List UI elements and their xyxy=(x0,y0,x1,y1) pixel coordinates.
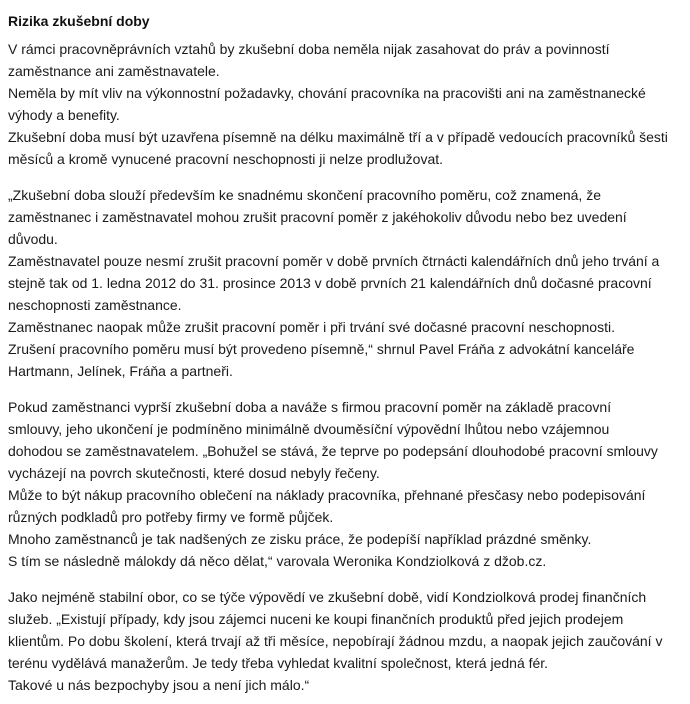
paragraph-spacer xyxy=(8,170,688,184)
paragraph-line: dohodou se zaměstnavatelem. „Bohužel se stává, že teprve po podepsání dlouhodobé pracovní smlouvy xyxy=(8,443,658,459)
paragraph-line: smlouvy, jeho ukončení je podmíněno minimálně dvouměsíční výpovědní lhůtou nebo vzájemnou xyxy=(8,421,610,437)
paragraph-1 xyxy=(8,38,688,170)
paragraph-2 xyxy=(8,184,688,382)
paragraph-line: stejně tak od 1. ledna 2012 do 31. prosince 2013 v době prvních 21 kalendářních dnů dočasné pracovní xyxy=(8,275,652,291)
paragraph-line: „Zkušební doba slouží především ke snadnému skončení pracovního poměru, což znamená, že xyxy=(8,187,601,203)
paragraph-line: Zkušební doba musí být uzavřena písemně na délku maximálně tří a v případě vedoucích pracovníků šesti xyxy=(8,129,668,145)
paragraph-line: Takové u nás bezpochyby jsou a není jich málo.“ xyxy=(8,677,310,693)
paragraph-line: V rámci pracovněprávních vztahů by zkušební doba neměla nijak zasahovat do práv a povinností xyxy=(8,41,610,57)
article xyxy=(8,10,688,696)
paragraph-line: zaměstnanec i zaměstnavatel mohou zrušit pracovní poměr z jakéhokoliv důvodu nebo bez uvedení xyxy=(8,209,627,225)
paragraph-line: Hartmann, Jelínek, Fráňa a partneři. xyxy=(8,363,233,379)
paragraph-line: neschopnosti zaměstnance. xyxy=(8,297,182,313)
paragraph-line: výhody a benefity. xyxy=(8,107,120,123)
paragraph-4 xyxy=(8,586,688,696)
paragraph-line: Jako nejméně stabilní obor, co se týče výpovědí ve zkušební době, vidí Kondziolková prodej finančních xyxy=(8,589,647,605)
paragraph-line: Zrušení pracovního poměru musí být provedeno písemně,“ shrnul Pavel Fráňa z advokátní kanceláře xyxy=(8,341,635,357)
paragraph-line: různých podkladů pro potřeby firmy ve formě půjček. xyxy=(8,509,334,525)
paragraph-spacer xyxy=(8,382,688,396)
paragraph-line: Může to být nákup pracovního oblečení na náklady pracovníka, přehnané přesčasy nebo podepisování xyxy=(8,487,646,503)
paragraph-line: služeb. „Existují případy, kdy jsou zájemci nuceni ke koupi finančních produktů před jejich prodejem xyxy=(8,611,624,627)
paragraph-line: zaměstnance ani zaměstnavatele. xyxy=(8,63,220,79)
paragraph-line: Pokud zaměstnanci vyprší zkušební doba a naváže s firmou pracovní poměr na základě pracovní xyxy=(8,399,612,415)
paragraph-line: vycházejí na povrch skutečnosti, které dosud nebyly řečeny. xyxy=(8,465,380,481)
paragraph-line: klientům. Po dobu školení, která trvají až tři měsíce, nepobírají žádnou mzdu, a naopak jejich zaučování v xyxy=(8,633,663,649)
paragraph-line: Zaměstnanec naopak může zrušit pracovní poměr i při trvání své dočasné pracovní neschopnosti. xyxy=(8,319,615,335)
paragraph-line: terénu vydělává manažerům. Je tedy třeba vyhledat kvalitní společnost, která jedná fér. xyxy=(8,655,549,671)
paragraph-spacer xyxy=(8,572,688,586)
paragraph-line: Zaměstnavatel pouze nesmí zrušit pracovní poměr v době prvních čtrnácti kalendářních dnů jeho trvání a xyxy=(8,253,660,269)
paragraph-line: Mnoho zaměstnanců je tak nadšených ze zisku práce, že podepíší například prázdné směnky. xyxy=(8,531,592,547)
paragraph-line: S tím se následně málokdy dá něco dělat,“ varovala Weronika Kondziolková z džob.cz. xyxy=(8,553,547,569)
paragraph-line: Neměla by mít vliv na výkonnostní požadavky, chování pracovníka na pracovišti ani na zaměstnanecké xyxy=(8,85,646,101)
article-heading: Rizika zkušební doby xyxy=(8,13,150,29)
paragraph-3 xyxy=(8,396,688,572)
paragraph-line: důvodu. xyxy=(8,231,58,247)
paragraph-line: měsíců a kromě vynucené pracovní neschopnosti ji nelze prodlužovat. xyxy=(8,151,444,167)
